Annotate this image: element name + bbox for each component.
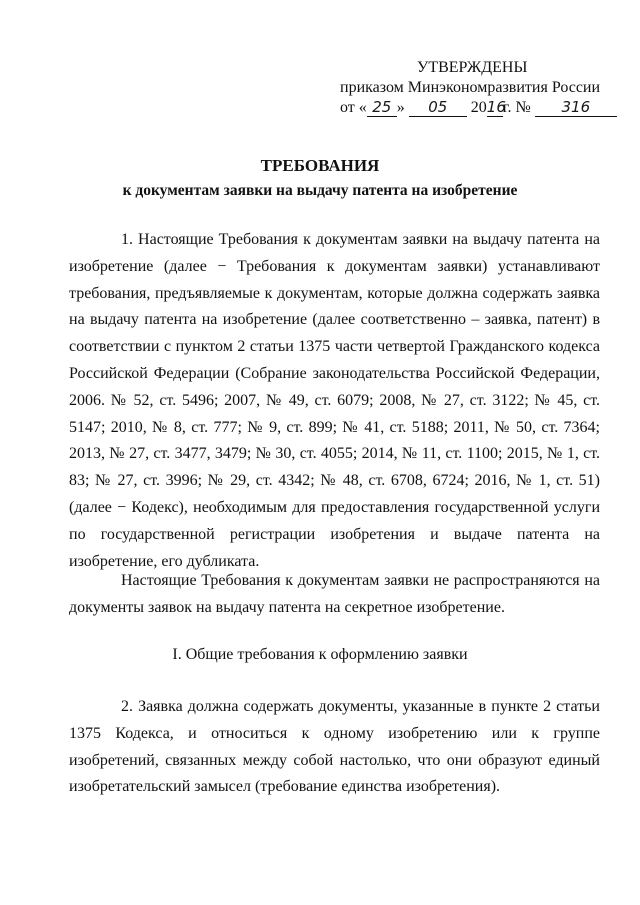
approval-order-line: приказом Минэкономразвития России xyxy=(340,79,601,96)
document-title: ТРЕБОВАНИЯ xyxy=(260,156,380,175)
number-prefix: г. № xyxy=(502,99,531,116)
approval-number-value: 316 xyxy=(561,98,591,116)
date-prefix: от « xyxy=(340,99,367,116)
approval-number xyxy=(535,99,617,117)
paragraph-3 xyxy=(69,694,600,801)
paragraph-2 xyxy=(69,568,600,622)
approval-month xyxy=(409,99,467,117)
paragraph-2-text: Настоящие Требования к документам заявки не распространяются на документы заявок на выдачу патента на секретное изобретение. xyxy=(69,572,600,616)
date-quote-close: » xyxy=(396,99,405,116)
paragraph-3-text: 2. Заявка должна содержать документы, указанные в пункте 2 статьи 1375 Кодекса, и относиться к одному изобретению или к группе изобретений, связанных между собой настолько, что они образуют единый изобретательский замысел (требование единства изобретения). xyxy=(69,698,600,796)
approval-day xyxy=(367,99,397,117)
paragraph-1-text: 1. Настоящие Требования к документам заявки на выдачу патента на изобретение (далее − Требования к документам заявки) устанавливают требования, предъявляемые к документам, которые должна содержать заявка на выдачу патента на изобретение (далее соответственно – заявка, патент) в соответствии с пунктом 2 статьи 1375 части четвертой Гражданского кодекса Российской Федерации (Собрание законодательства Российской Федерации, 2006. № 52, ст. 5496; 2007, № 49, ст. 6079; 2008, № 27, ст. 3122; № 45, ст. 5147; 2010, № 8, ст. 777; № 9, ст. 899; № 41, ст. 5188; 2011, № 50, ст. 7364; 2013, № 27, ст. 3477, 3479; № 30, ст. 4055; 2014, № 11, ст. 1100; 2015, № 1, ст. 83; № 27, ст. 3996; № 29, ст. 4342; № 48, ст. 6708, 6724; 2016, № 1, ст. 51) (далее − Кодекс), необходимым для предоставления государственной услуги по государственной регистрации изобретения и выдаче патента на изобретение, его дубликата. xyxy=(69,231,600,570)
approval-year xyxy=(486,98,506,117)
document-subtitle: к документам заявки на выдачу патента на изобретение xyxy=(122,182,518,199)
year-prefix: 20 xyxy=(470,99,487,116)
approval-block xyxy=(340,58,620,118)
approval-date-line xyxy=(340,98,620,118)
approval-year-value: 16 xyxy=(486,98,506,116)
paragraph-1 xyxy=(69,227,600,575)
section-heading: I. Общие требования к оформлению заявки xyxy=(172,646,468,663)
approval-day-value: 25 xyxy=(372,98,392,116)
approval-title: УТВЕРЖДЕНЫ xyxy=(417,59,528,76)
approval-month-value: 05 xyxy=(428,98,448,116)
